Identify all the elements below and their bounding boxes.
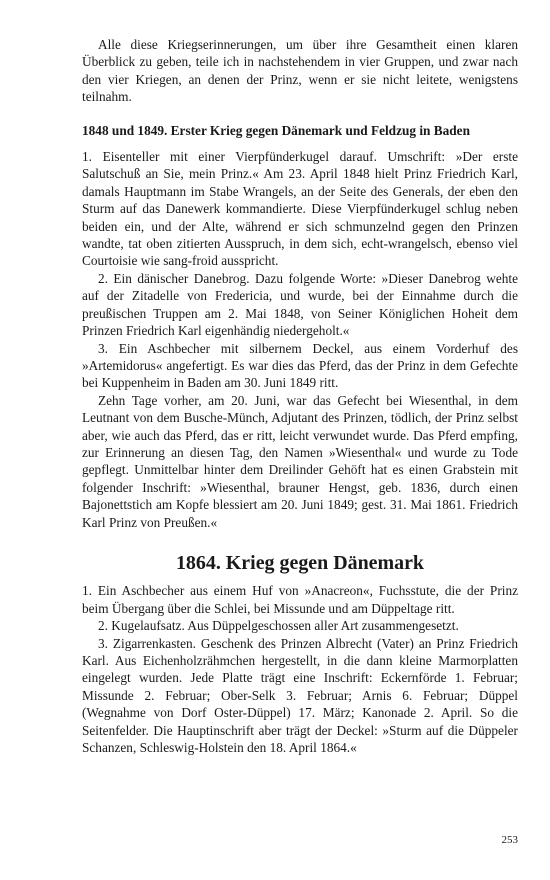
section1-wiesenthal-paragraph: Zehn Tage vorher, am 20. Juni, war das Gefecht bei Wiesenthal, in dem Leutnant von dem Busche-Münch, Adjutant des Prinzen, tödlich, der Prinz selbst aber, wie auch das Pferd, das er ritt, leicht verwundet wurde. Das Pferd empfing, zur Erinnerung an diesen Tag, den Namen »Wiesenthal« und wurde zu Tode gepflegt. Unmittelbar hinter dem Dreilinder Gehöft hat es einen Grabstein mit folgender Inschrift: »Wiesenthal, brauner Hengst, geb. 1836, durch einen Bajonettstich am Kopfe blessiert am 20. Juni 1849; gest. 31. Mai 1861. Friedrich Karl Prinz von Preußen.« (82, 392, 518, 530)
section2-item-1: 1. Ein Aschbecher aus einem Huf von »Anacreon«, Fuchsstute, die der Prinz beim Übergang über die Schlei, bei Missunde und am Düppeltage ritt. (82, 583, 518, 616)
page-number: 253 (501, 834, 518, 846)
section1-item-3: 3. Ein Aschbecher mit silbernem Deckel, aus einem Vorderhuf des »Artemidorus« angefertigt. Es war dies das Pferd, das der Prinz in dem Gefechte bei Kuppenheim in Baden am 30. Juni 1849 ritt. (82, 340, 518, 391)
intro-paragraph: Alle diese Kriegserinnerungen, um über ihre Gesamtheit einen klaren Überblick zu geben, teile ich in nachstehendem in vier Gruppen, und zwar nach den vier Kriegen, an denen der Prinz, wenn er sie nicht leitete, wenigstens teilnahm. (82, 37, 518, 105)
section2-item-2: 2. Kugelaufsatz. Aus Düppelgeschossen aller Art zusammengesetzt. (98, 618, 459, 634)
book-page (82, 36, 518, 756)
section-heading-1848-1849: 1848 und 1849. Erster Krieg gegen Dänemark und Feldzug in Baden (82, 122, 470, 138)
section1-item-1: 1. Eisenteller mit einer Vierpfünderkugel darauf. Umschrift: »Der erste Salutschuß an Sie, mein Prinz.« Am 23. April 1848 hielt Prinz Friedrich Karl, damals Hauptmann im Stabe Wrangels, an der Seite des Generals, der eben den Sturm auf das Danewerk kommandierte. Diese Vierpfünderkugel schlug neben beiden ein, und der Alte, während er sich schmunzelnd gegen den Prinzen wandte, tat oben zitierten Ausspruch, in dem sich, echt-wrangelsch, ebenso viel Courtoisie wie sang-froid ausspricht. (82, 149, 518, 269)
section2-item-3: 3. Zigarrenkasten. Geschenk des Prinzen Albrecht (Vater) an Prinz Friedrich Karl. Aus Eichenholzrähmchen hergestellt, in die dann kleine Marmorplatten eingelegt wurden. Jede Platte trägt eine Inschrift: Eckernförde 1. Februar; Missunde 2. Februar; Ober-Selk 3. Februar; Arnis 6. Februar; Düppel (Wegnahme von Dorf Oster-Düppel) 17. März; Kanonade 2. April. So die Seitenfelder. Die Hauptinschrift aber trägt der Deckel: »Sturm auf die Düppeler Schanzen, Schleswig-Holstein den 18. April 1864.« (82, 635, 518, 756)
section-heading-1864: 1864. Krieg gegen Dänemark (175, 551, 425, 574)
section1-item-2: 2. Ein dänischer Danebrog. Dazu folgende Worte: »Dieser Danebrog wehte auf der Zitadelle von Fredericia, und wurde, bei der Einnahme durch die preußischen Truppen am 2. Mai 1848, von Seiner Königlichen Hoheit dem Prinzen Friedrich Karl eigenhändig niedergeholt.« (82, 270, 518, 339)
